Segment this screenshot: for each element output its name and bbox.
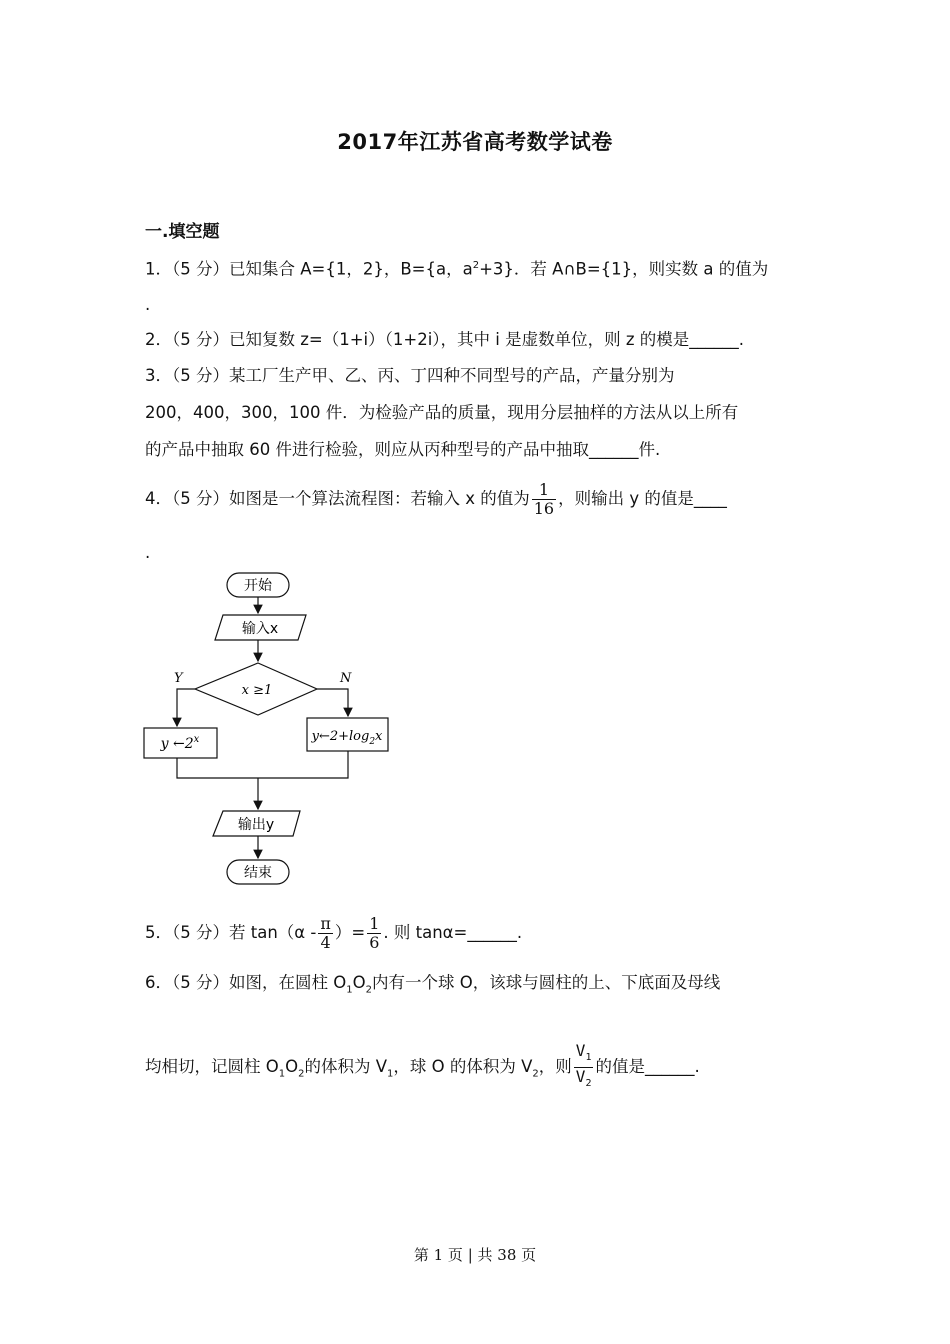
q6-l2-f: 的值是______.: [595, 1057, 700, 1077]
q5-frac2-denominator: 6: [369, 933, 380, 952]
question-1-line-1: [145, 255, 768, 281]
q6-l2-sub1: 1: [278, 1068, 286, 1080]
question-5: [145, 911, 522, 955]
q5-text-mid: ）=: [334, 923, 366, 942]
q5-frac2-numerator: 1: [369, 914, 380, 933]
q6-frac-numerator: $V_1$: [575, 1041, 592, 1064]
q1-text-a: 1．（5 分）已知集合 A={1，2}，B={a，a: [145, 259, 473, 279]
page-footer: 第 1 页 | 共 38 页: [413, 1246, 537, 1264]
q6-l2-sub3: 1: [387, 1068, 394, 1080]
q4-fraction-numerator: 1: [538, 480, 550, 499]
flow-start-label: 开始: [244, 578, 272, 594]
flow-input-label: 输入x: [241, 621, 279, 637]
flow-end-label: 结束: [244, 865, 272, 881]
q6-l2-a: 均相切，记圆柱 O: [145, 1057, 279, 1077]
flow-output-label: 输出y: [237, 817, 275, 833]
q1-text-b: +3}．若 A∩B={1}，则实数 a 的值为: [479, 259, 769, 279]
q4-fraction: [532, 481, 556, 518]
page-title: 2017年江苏省高考数学试卷: [337, 130, 613, 154]
q5-fraction-one-sixth: [367, 915, 381, 952]
flow-no-process-label: $y\leftarrow 2+\log_2x$: [311, 729, 383, 747]
question-3-line-2: 200，400，300，100 件．为检验产品的质量，现用分层抽样的方法从以上所有: [145, 403, 739, 422]
q6-l2-sub2: 2: [298, 1068, 305, 1080]
q4-text-after: ，则输出 y 的值是____: [558, 489, 727, 508]
question-6-line-2: [145, 1042, 700, 1099]
question-4-line-1: [145, 478, 727, 520]
question-6-line-1: [145, 972, 720, 1001]
flow-yes-process-label: y ←2$^x$: [160, 734, 200, 752]
flow-decision-label: x ≥1: [241, 683, 273, 698]
q6-l2-b: O: [285, 1057, 299, 1077]
question-3-line-1: 3．（5 分）某工厂生产甲、乙、丙、丁四种不同型号的产品，产量分别为: [145, 366, 675, 385]
q5-fraction-pi-over-4: [318, 915, 333, 952]
question-1-line-2: .: [145, 295, 151, 314]
q4-text-before: 4．（5 分）如图是一个算法流程图：若输入 x 的值为: [145, 489, 530, 508]
q6-l1-sub2: 2: [365, 984, 372, 996]
q6-fraction-v1-over-v2: [574, 1042, 594, 1093]
q5-text-after: . 则 tanα=______.: [383, 923, 523, 942]
q6-l1-c: 内有一个球 O，该球与圆柱的上、下底面及母线: [371, 973, 721, 992]
q6-l1-b: O: [352, 973, 366, 992]
q5-text-before: 5．（5 分）若 tan（α -: [145, 923, 317, 942]
q1-superscript: 2: [472, 260, 480, 271]
flow-no-label: N: [340, 671, 352, 686]
question-3-line-3: 的产品中抽取 60 件进行检验，则应从丙种型号的产品中抽取______件.: [145, 440, 661, 459]
q5-frac1-denominator: 4: [318, 933, 333, 952]
q6-l2-e: ，则: [538, 1057, 572, 1077]
q6-l1-a: 6．（5 分）如图，在圆柱 O: [145, 973, 347, 992]
q6-l2-sub4: 2: [532, 1068, 539, 1080]
q4-fraction-denominator: 16: [533, 499, 555, 518]
section-heading: 一.填空题: [145, 222, 220, 242]
q5-frac1-numerator: π: [320, 914, 331, 933]
q6-l2-d: ，球 O 的体积为 V: [393, 1057, 533, 1077]
question-4-line-2: .: [145, 543, 151, 562]
flow-yes-label: Y: [174, 671, 183, 686]
question-2: 2．（5 分）已知复数 z=（1+i）（1+2i），其中 i 是虚数单位，则 z 的模是______.: [145, 330, 745, 349]
q6-l1-sub1: 1: [346, 984, 353, 996]
algorithm-flowchart: [140, 568, 400, 890]
q6-l2-c: 的体积为 V: [304, 1057, 388, 1077]
q6-frac-denominator: $V_2$: [574, 1067, 594, 1093]
